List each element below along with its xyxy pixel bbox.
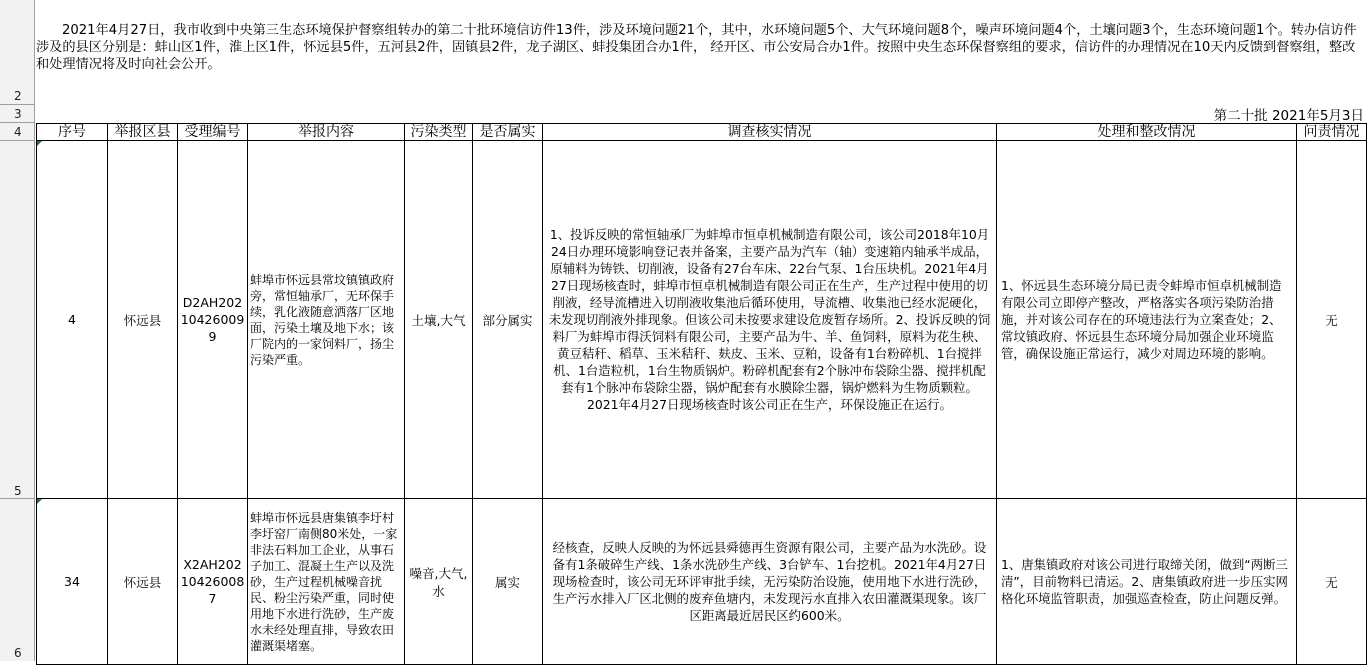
cell-verified[interactable]: 部分属实: [473, 141, 543, 499]
row-number[interactable]: 6: [14, 646, 22, 660]
header-accountability[interactable]: 问责情况: [1297, 124, 1367, 141]
intro-paragraph[interactable]: 2021年4月27日，我市收到中央第三生态环境保护督察组转办的第二十批环境信访件13件，涉及环境问题21个，其中，水环境问题5个、大气环境问题8个，噪声环境问题4个，土壤问题3个，生态环境问题1个。转办信访件涉及的县区分别是：蚌山区1件，淮上区1件，怀远县5件，五河县2件，固镇县2件，龙子湖区、蚌投集团合办1件， 经开区、市公安局合办1件。按照中央生态环保督察组的要求，信访件的办理情况在10天内反馈到督察组，整改和处理情况将及时向社会公开。: [36, 23, 1357, 72]
cell-indicator-triangle: [37, 499, 42, 504]
header-pollution[interactable]: 污染类型: [405, 124, 473, 141]
row-number[interactable]: 3: [14, 107, 22, 121]
cell-indicator-triangle: [37, 141, 42, 146]
table-row: [37, 141, 1367, 499]
gutter-divider: [0, 104, 35, 105]
header-seq[interactable]: 序号: [37, 124, 108, 141]
cell-handling[interactable]: 1、怀远县生态环境分局已责令蚌埠市恒卓机械制造有限公司立即停产整改，严格落实各项污染防治措施，并对该公司存在的环境违法行为立案查处；2、常坟镇政府、怀远县生态环境分局加强企业环境监管，确保设施正常运行，减少对周边环境的影响。: [997, 141, 1297, 499]
header-code[interactable]: 受理编号: [178, 124, 248, 141]
row-number[interactable]: 5: [14, 484, 22, 498]
header-investigation[interactable]: 调查核实情况: [543, 124, 997, 141]
cell-content[interactable]: 蚌埠市怀远县常坟镇镇政府旁，常恒轴承厂，无环保手续，乳化液随意洒落厂区地面，污染土壤及地下水；该厂院内的一家饲料厂，扬尘污染严重。: [248, 141, 405, 499]
cell-county[interactable]: 怀远县: [108, 141, 178, 499]
cell-investigation[interactable]: 1、投诉反映的常恒轴承厂为蚌埠市恒卓机械制造有限公司，该公司2018年10月24日办理环境影响登记表并备案，主要产品为汽车（轴）变速箱内轴承半成品，原辅料为铸铁、切削液，设备有27台车床、22台气泵、1台压块机。2021年4月27日现场核查时，蚌埠市恒卓机械制造有限公司正在生产，生产过程中使用的切削液，经导流槽进入切削液收集池后循环使用，导流槽、收集池已经水泥硬化，未发现切削液外排现象。但该公司未按要求建设危废暂存场所。2、投诉反映的饲料厂为蚌埠市得沃饲料有限公司，主要产品为牛、羊、鱼饲料，原料为花生秧、黄豆秸秆、稻草、玉米秸秆、麸皮、玉米、豆粕，设备有1台粉碎机、1台搅拌机、1台造粒机，1台生物质锅炉。粉碎机配套有2个脉冲布袋除尘器、搅拌机配套有1个脉冲布袋除尘器，锅炉配套有水膜除尘器，锅炉燃料为生物质颗粒。2021年4月27日现场核查时该公司正在生产，环保设施正在运行。: [543, 141, 997, 499]
cell-code[interactable]: D2AH202104260099: [178, 141, 248, 499]
cell-seq[interactable]: 34: [37, 499, 108, 665]
cell-investigation[interactable]: 经核查，反映人反映的为怀远县舜德再生资源有限公司，主要产品为水洗砂。设备有1条破碎生产线、1条水洗砂生产线、3台铲车、1台挖机。2021年4月27日现场检查时，该公司无环评审批手续，无污染防治设施，使用地下水进行洗砂，生产污水排入厂区北侧的废弃鱼塘内，未发现污水直排入农田灌溉渠现象。该厂区距离最近居民区约600米。: [543, 499, 997, 665]
cell-accountability[interactable]: 无: [1297, 141, 1367, 499]
batch-date-label[interactable]: 第二十批 2021年5月3日: [1213, 108, 1364, 124]
gutter-divider: [0, 122, 35, 123]
petition-table: [36, 123, 1367, 665]
row-number[interactable]: 2: [14, 89, 22, 103]
cell-content[interactable]: 蚌埠市怀远县唐集镇李圩村李圩窑厂南侧80米处，一家非法石料加工企业，从事石子加工、混凝土生产以及洗砂，生产过程机械噪音扰民、粉尘污染严重，同时使用地下水进行洗砂，生产废水未经处理直排，导致农田灌溉渠堵塞。: [248, 499, 405, 665]
header-verified[interactable]: 是否属实: [473, 124, 543, 141]
cell-accountability[interactable]: 无: [1297, 499, 1367, 665]
table-row: [37, 499, 1367, 665]
header-row: [37, 124, 1367, 141]
gutter-divider: [0, 498, 35, 499]
cell-verified[interactable]: 属实: [473, 499, 543, 665]
cell-seq[interactable]: 4: [37, 141, 108, 499]
row-number[interactable]: 4: [14, 125, 22, 139]
header-handling[interactable]: 处理和整改情况: [997, 124, 1297, 141]
cell-county[interactable]: 怀远县: [108, 499, 178, 665]
cell-handling[interactable]: 1、唐集镇政府对该公司进行取缔关闭，做到“两断三清”，目前物料已清运。2、唐集镇政府进一步压实网格化环境监管职责，加强巡查检查，防止问题反弹。: [997, 499, 1297, 665]
cell-pollution[interactable]: 土壤,大气: [405, 141, 473, 499]
gutter-divider: [0, 140, 35, 141]
header-county[interactable]: 举报区县: [108, 124, 178, 141]
cell-code[interactable]: X2AH202104260087: [178, 499, 248, 665]
cell-pollution[interactable]: 噪音,大气,水: [405, 499, 473, 665]
header-content[interactable]: 举报内容: [248, 124, 405, 141]
